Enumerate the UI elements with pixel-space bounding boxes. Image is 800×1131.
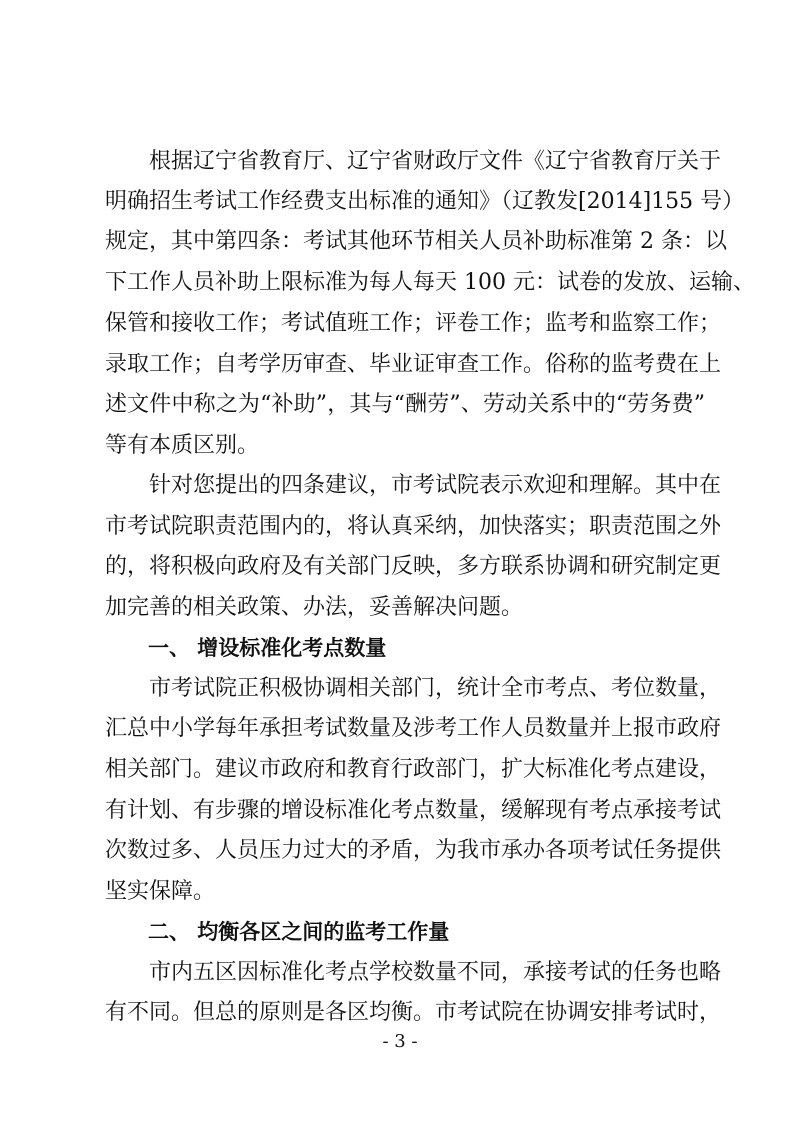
- paragraph-2-line-1: 针对您提出的四条建议，市考试院表示欢迎和理解。其中在: [149, 473, 722, 498]
- paragraph-1-line-5: 保管和接收工作；考试值班工作；评卷工作；监考和监察工作；: [105, 311, 722, 336]
- paragraph-3-line-4: 有计划、有步骤的增设标准化考点数量，缓解现有考点承接考试: [105, 798, 722, 823]
- section-heading-2: 二、 均衡各区之间的监考工作量: [148, 920, 450, 944]
- paragraph-1-line-2: 明确招生考试工作经费支出标准的通知》（辽教发[2014]155 号）: [105, 189, 745, 214]
- paragraph-2-line-4: 加完善的相关政策、办法，妥善解决问题。: [105, 595, 524, 620]
- paragraph-2-line-2: 市考试院职责范围内的，将认真采纳，加快落实；职责范围之外: [105, 514, 722, 539]
- paragraph-3-line-3: 相关部门。建议市政府和教育行政部门，扩大标准化考点建设，: [105, 757, 722, 782]
- paragraph-1-line-7: 述文件中称之为“补助”，其与“酬劳”、劳动关系中的“劳务费”: [105, 392, 705, 417]
- paragraph-3-line-5: 次数过多、人员压力过大的矛盾，为我市承办各项考试任务提供: [105, 838, 722, 863]
- paragraph-4-line-1: 市内五区因标准化考点学校数量不同，承接考试的任务也略: [149, 960, 722, 985]
- paragraph-4-line-2: 有不同。但总的原则是各区均衡。市考试院在协调安排考试时，: [105, 1000, 722, 1025]
- paragraph-3-line-6: 坚实保障。: [105, 879, 216, 904]
- paragraph-1-line-8: 等有本质区别。: [105, 433, 260, 458]
- paragraph-1-line-6: 录取工作；自考学历审查、毕业证审查工作。俗称的监考费在上: [105, 352, 722, 377]
- paragraph-2-line-3: 的，将积极向政府及有关部门反映，多方联系协调和研究制定更: [105, 554, 722, 579]
- paragraph-1-line-4: 下工作人员补助上限标准为每人每天 100 元：试卷的发放、运输、: [105, 270, 755, 295]
- paragraph-3-line-1: 市考试院正积极协调相关部门，统计全市考点、考位数量，: [149, 676, 722, 701]
- paragraph-1-line-3: 规定，其中第四条：考试其他环节相关人员补助标准第 2 条：以: [105, 229, 727, 254]
- page-number: - 3 -: [382, 1031, 418, 1052]
- paragraph-3-line-2: 汇总中小学每年承担考试数量及涉考工作人员数量并上报市政府: [105, 716, 722, 741]
- section-heading-1: 一、 增设标准化考点数量: [148, 636, 387, 660]
- paragraph-1-line-1: 根据辽宁省教育厅、辽宁省财政厅文件《辽宁省教育厅关于: [149, 149, 722, 174]
